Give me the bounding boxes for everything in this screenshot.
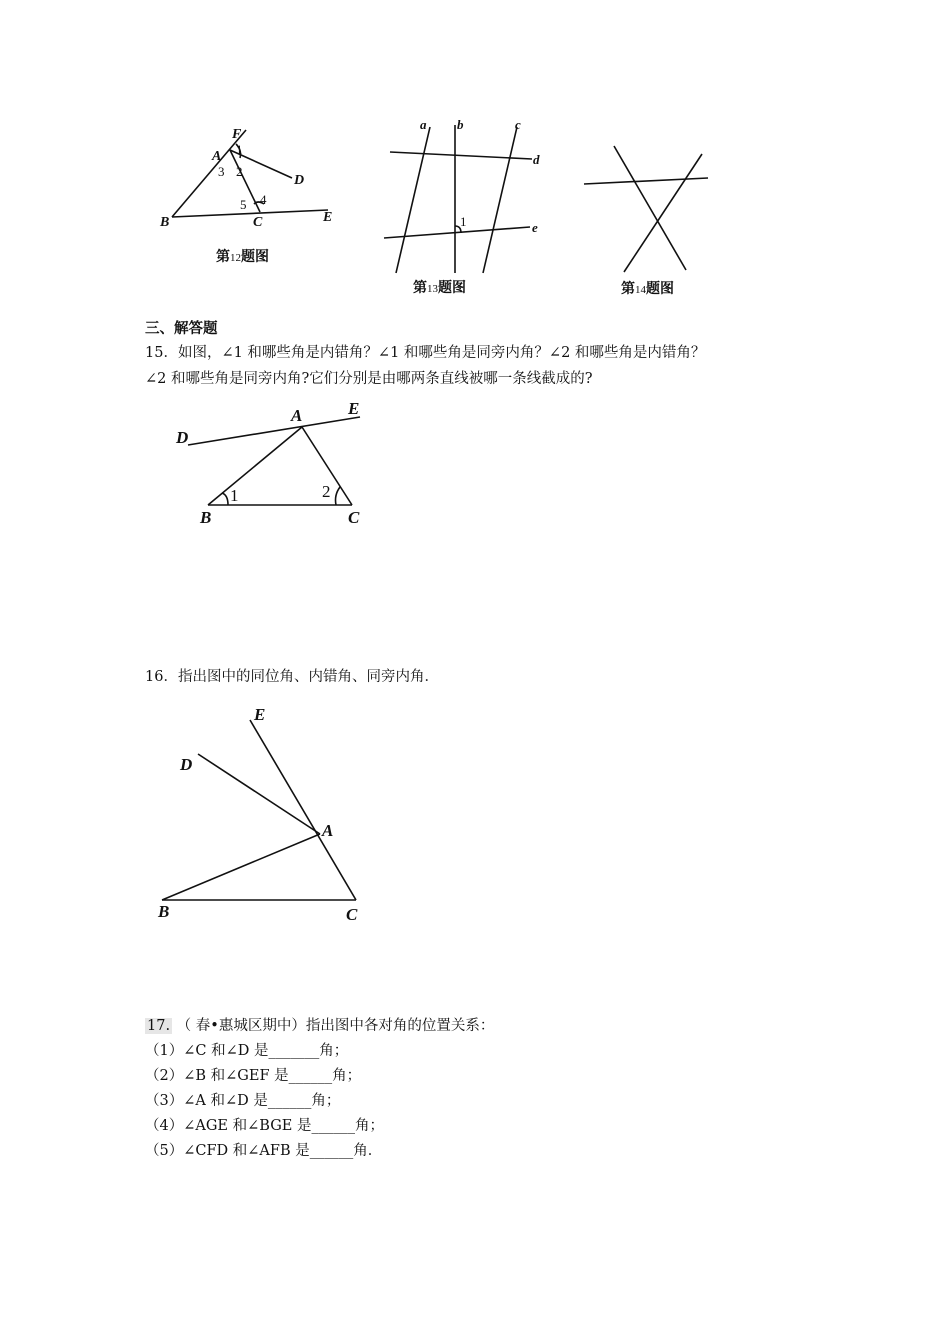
label-D: D [180,755,193,774]
label-B: B [200,508,212,527]
label-A: A [291,406,303,425]
line-ba [162,834,320,900]
figure-14-diagram [580,140,720,280]
label-B: B [160,215,170,230]
q17-stem [145,1015,494,1037]
line-diagonal-1 [614,146,686,270]
figure-13 [380,115,550,300]
q15-line-1: 15．如图，∠1 和哪些角是内错角？∠1 和哪些角是同旁内角？∠2 和哪些角是内错角？ [145,345,706,361]
line-bf [172,130,246,217]
figure-16-diagram [150,700,380,930]
angle-1: 1 [460,214,467,229]
label-F: F [232,127,242,142]
q17-item-1: （1）∠C 和∠D 是_______角； [145,1043,349,1059]
label-B: B [158,902,170,921]
figure-15-diagram [170,395,390,535]
line-ec [250,720,356,900]
figure-14 [580,140,720,305]
angle-2: 2 [322,482,331,501]
figure-12 [150,120,350,270]
q17-item-4: （4）∠AGE 和∠BGE 是______角； [145,1118,384,1134]
figure-12-caption: 第12题图 [216,249,269,265]
angle-2: 2 [236,164,243,179]
line-da [198,754,320,834]
line-c [483,127,517,273]
label-A: A [322,821,334,840]
label-e: e [532,220,538,235]
figure-13-diagram [380,115,550,300]
q17-item-5: （5）∠CFD 和∠AFB 是______角． [145,1143,383,1159]
line-be [172,210,328,217]
label-E: E [254,705,266,724]
label-d: d [533,152,540,167]
label-D: D [294,173,305,188]
figure-15 [170,395,390,535]
figure-16 [150,700,380,930]
q17-number: 17. [147,1018,171,1034]
q17-item-2: （2）∠B 和∠GEF 是______角； [145,1068,362,1084]
line-horizontal [584,178,708,184]
angle-arc-2 [336,487,341,505]
label-C: C [348,508,360,527]
label-D: D [176,428,189,447]
line-diagonal-2 [624,154,702,272]
angle-3: 3 [218,164,225,179]
section-heading: 三、解答题 [145,320,218,337]
line-a [396,127,430,273]
angle-1: 1 [236,142,243,157]
label-E: E [323,210,333,225]
q15-line-2: ∠2 和哪些角是同旁内角?它们分别是由哪两条直线被哪一条线截成的? [145,371,593,387]
label-c: c [515,117,521,132]
label-C: C [253,215,263,230]
label-a: a [420,117,427,132]
q17-item-3: （3）∠A 和∠D 是______角； [145,1093,341,1109]
angle-5: 5 [240,197,247,212]
figure-13-caption: 第13题图 [413,280,466,296]
angle-arc-1 [222,493,228,505]
angle-1: 1 [230,486,239,505]
line-de [188,417,360,445]
q16-line: 16．指出图中的同位角、内错角、同旁内角． [145,669,439,685]
label-C: C [346,905,358,924]
q17-stem-text: （ 春•惠城区期中）指出图中各对角的位置关系： [176,1018,495,1034]
figure-14-caption: 第14题图 [621,281,674,297]
label-b: b [457,117,464,132]
label-A: A [212,149,222,164]
label-E: E [348,399,360,418]
angle-4: 4 [260,192,267,207]
